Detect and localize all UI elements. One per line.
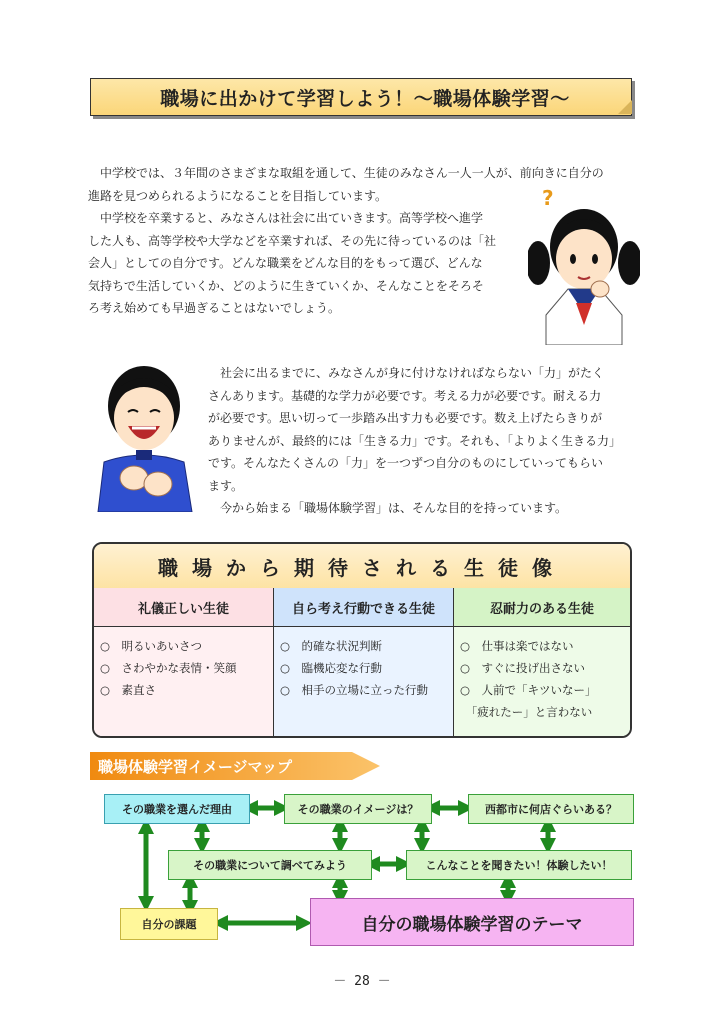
second-line: が必要です。思い切って一歩踏み出す力も必要です。数え上げたらきりが bbox=[208, 411, 603, 425]
list-item: ○ 人前で「キツいなー」 bbox=[460, 683, 597, 697]
map-node-theme: 自分の職場体験学習のテーマ bbox=[310, 898, 634, 946]
boy-laughing-illustration bbox=[88, 352, 198, 512]
table-heading: 職場から期待される生徒像 bbox=[94, 544, 630, 590]
list-item: ○ 仕事は楽ではない bbox=[460, 639, 574, 653]
column-perseverance bbox=[454, 588, 630, 738]
column-polite bbox=[94, 588, 274, 738]
intro-paragraph bbox=[88, 162, 604, 320]
list-item: ○ さわやかな表情・笑顔 bbox=[100, 661, 237, 675]
image-map-label: 職場体験学習イメージマップ bbox=[98, 758, 292, 776]
list-item: ○ 相手の立場に立った行動 bbox=[280, 683, 429, 697]
intro-line: 中学校では、３年間のさまざまな取組を通して、生徒のみなさん一人一人が、前向きに自分の bbox=[88, 166, 604, 180]
list-item: ○ 素直さ bbox=[100, 683, 157, 697]
map-node-store-count: 西都市に何店ぐらいある？ bbox=[468, 794, 634, 824]
column-self-directed bbox=[274, 588, 454, 738]
second-line: ありませんが、最終的には「生きる力」です。それも、「よりよく生きる力」 bbox=[208, 433, 622, 448]
expected-student-table bbox=[92, 542, 632, 738]
list-item: 「疲れたー」と言わない bbox=[460, 705, 593, 719]
second-line: 社会に出るまでに、みなさんが身に付けなければならない「力」がたく bbox=[208, 366, 605, 380]
svg-text:?: ? bbox=[542, 186, 554, 210]
map-node-image: その職業のイメージは？ bbox=[284, 794, 432, 824]
map-node-research: その職業について調べてみよう bbox=[168, 850, 372, 880]
column-header: 礼儀正しい生徒 bbox=[94, 588, 273, 627]
column-items bbox=[94, 627, 273, 701]
column-items bbox=[454, 627, 630, 723]
intro-line: した人も、高等学校や大学などを卒業すれば、その先に待っているのは「社 bbox=[88, 233, 497, 248]
map-node-ask: こんなことを聞きたい！体験したい！ bbox=[406, 850, 632, 880]
second-line: さんあります。基礎的な学力が必要です。考える力が必要です。耐える力 bbox=[208, 388, 602, 403]
second-line: 今から始まる「職場体験学習」は、そんな目的を持っています。 bbox=[208, 501, 568, 515]
intro-line: 会人」としての自分です。どんな職業をどんな目的をもって選び、どんな bbox=[88, 256, 483, 270]
second-paragraph bbox=[208, 362, 621, 520]
list-item: ○ 的確な状況判断 bbox=[280, 639, 383, 653]
map-node-reason: その職業を選んだ理由 bbox=[104, 794, 250, 824]
list-item: ○ すぐに投げ出さない bbox=[460, 661, 586, 675]
map-node-task: 自分の課題 bbox=[120, 908, 218, 940]
column-items bbox=[274, 627, 453, 701]
second-line: ます。 bbox=[208, 478, 244, 493]
intro-line: ろ考え始めても早過ぎることはないでしょう。 bbox=[88, 301, 341, 315]
intro-line: 気持ちで生活していくか、どのように生きていくか、そんなことをそろそ bbox=[88, 278, 484, 293]
girl-thinking-illustration bbox=[528, 185, 640, 345]
page-number: － 28 － bbox=[333, 974, 391, 989]
list-item: ○ 臨機応変な行動 bbox=[280, 661, 383, 675]
second-line: です。そんなたくさんの「力」を一つずつ自分のものにしていってもらい bbox=[208, 456, 604, 470]
page-title: 職場に出かけて学習しよう！〜職場体験学習〜 bbox=[160, 88, 570, 110]
list-item: ○ 明るいあいさつ bbox=[100, 639, 203, 653]
column-header: 自ら考え行動できる生徒 bbox=[274, 588, 453, 627]
intro-line: 進路を見つめられるようになることを目指しています。 bbox=[88, 188, 388, 203]
column-header: 忍耐力のある生徒 bbox=[454, 588, 630, 627]
intro-line: 中学校を卒業すると、みなさんは社会に出ていきます。高等学校へ進学 bbox=[88, 211, 484, 225]
